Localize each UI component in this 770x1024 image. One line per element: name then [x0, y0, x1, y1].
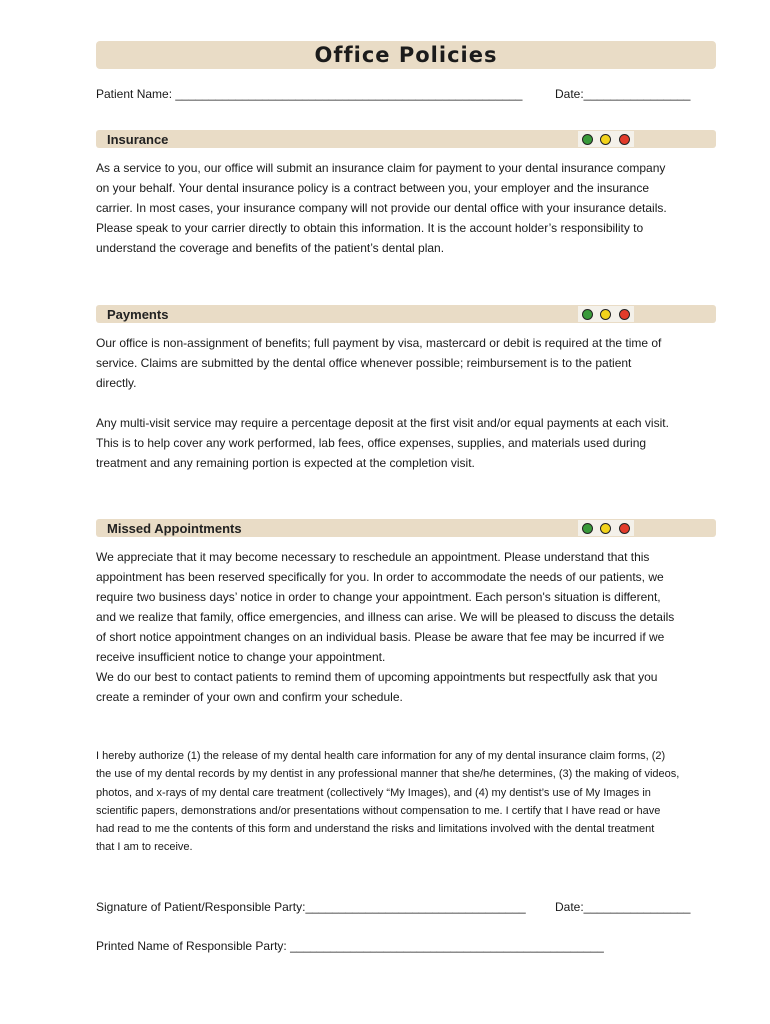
paragraph-line: of short notice appointment changes on an individual basis. Please be aware that fee may be incurred if we [96, 630, 665, 644]
paragraph-line: the use of my dental records by my dentist in any professional manner that she/he determines, (3) the making of videos, [96, 768, 680, 781]
traffic-light-icon [578, 306, 634, 322]
deposit-paragraph [96, 413, 716, 473]
paragraph-line: carrier. In most cases, your insurance company will not provide our dental office with your insurance details. [96, 201, 667, 215]
signature-field[interactable]: Signature of Patient/Responsible Party:_________________________________ [96, 900, 526, 914]
payments-paragraph [96, 333, 716, 393]
paragraph-line: understand the coverage and benefits of the patient’s dental plan. [96, 241, 445, 255]
paragraph-line: Our office is non-assignment of benefits; full payment by visa, mastercard or debit is required at the time of [96, 336, 662, 350]
paragraph-line: on your behalf. Your dental insurance policy is a contract between you, your employer and the insurance [96, 181, 650, 195]
paragraph-line: This is to help cover any work performed, lab fees, office expenses, supplies, and materials used during [96, 436, 647, 450]
patient-date-field[interactable]: Date:________________ [555, 87, 691, 101]
paragraph-line: create a reminder of your own and confirm your schedule. [96, 690, 403, 704]
paragraph-line: Please speak to your carrier directly to obtain this information. It is the account holder’s responsibility to [96, 221, 644, 235]
paragraph-line: Any multi-visit service may require a percentage deposit at the first visit and/or equal payments at each visit. [96, 416, 669, 430]
red-light-icon [619, 309, 630, 320]
paragraph-line: service. Claims are submitted by the dental office whenever possible; reimbursement is to the patient [96, 356, 632, 370]
green-light-icon [582, 523, 593, 534]
paragraph-line: As a service to you, our office will submit an insurance claim for payment to your dental insurance company [96, 161, 666, 175]
section-title: Insurance [107, 132, 169, 147]
paragraph-line: appointment has been reserved specifically for you. In order to accommodate the needs of our patients, we [96, 570, 664, 584]
traffic-light-icon [578, 520, 634, 536]
paragraph-line: receive insufficient notice to change your appointment. [96, 650, 386, 664]
insurance-paragraph [96, 158, 716, 258]
red-light-icon [619, 523, 630, 534]
paragraph-line: We do our best to contact patients to remind them of upcoming appointments but respectfully ask that you [96, 670, 658, 684]
missed-appointments-paragraph [96, 547, 716, 707]
yellow-light-icon [600, 523, 611, 534]
paragraph-line: directly. [96, 376, 137, 390]
yellow-light-icon [600, 309, 611, 320]
paragraph-line: scientific papers, demonstrations and/or presentations without compensation to me. I certify that I have read or have [96, 804, 661, 817]
section-title: Payments [107, 307, 169, 322]
red-light-icon [619, 134, 630, 145]
paragraph-line: I hereby authorize (1) the release of my dental health care information for any of my dental insurance claim forms, (2) [96, 750, 666, 762]
authorization-paragraph [96, 747, 716, 857]
paragraph-line: photos, and x-rays of my dental care treatment (collectively “My Images), and (4) my dentist’s use of My Images in [96, 786, 651, 799]
printed-name-field[interactable]: Printed Name of Responsible Party: _______________________________________________ [96, 939, 604, 953]
paragraph-line: that I am to receive. [96, 841, 193, 854]
green-light-icon [582, 309, 593, 320]
paragraph-line: treatment and any remaining portion is expected at the completion visit. [96, 456, 475, 470]
section-header-payments [96, 305, 716, 323]
patient-name-field[interactable]: Patient Name: ____________________________________________________ [96, 87, 523, 101]
green-light-icon [582, 134, 593, 145]
section-header-missed-appointments [96, 519, 716, 537]
paragraph-line: We appreciate that it may become necessary to reschedule an appointment. Please understand that this [96, 550, 650, 564]
traffic-light-icon [578, 131, 634, 147]
paragraph-line: require two business days’ notice in order to change your appointment. Each person's situation is different, [96, 590, 661, 604]
section-title: Missed Appointments [107, 521, 242, 536]
paragraph-line: had read to me the contents of this form and understand the risks and limitations involved with the dental treatment [96, 823, 655, 836]
section-header-insurance [96, 130, 716, 148]
paragraph-line: and we realize that family, office emergencies, and illness can arise. We will be pleased to discuss the details [96, 610, 675, 624]
signature-date-field[interactable]: Date:________________ [555, 900, 691, 914]
yellow-light-icon [600, 134, 611, 145]
page-title: Office Policies [96, 41, 716, 69]
